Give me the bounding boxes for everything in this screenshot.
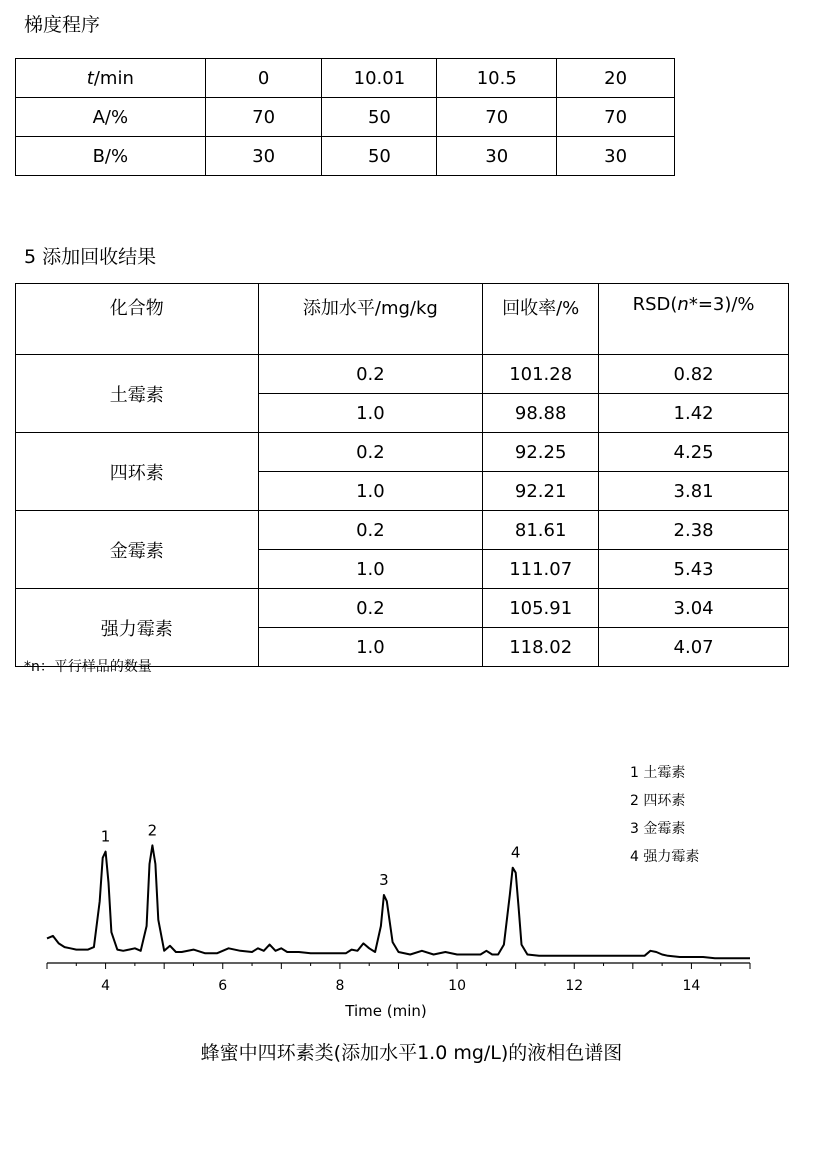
x-axis	[47, 963, 750, 969]
x-tick-label: 4	[101, 978, 111, 994]
legend-item: 4 强力霉素	[630, 849, 700, 865]
peak-label: 2	[147, 821, 158, 840]
table-cell: 1.0	[258, 394, 483, 433]
table-cell: 111.07	[483, 550, 599, 589]
table-cell: 3.81	[599, 472, 789, 511]
table-cell: 1.42	[599, 394, 789, 433]
recovery-table	[15, 283, 789, 667]
table-cell: 81.61	[483, 511, 599, 550]
header-rsd: RSD(n*=3)/%	[599, 284, 789, 355]
table-cell: 1.0	[258, 550, 483, 589]
x-tick-label: 6	[218, 978, 228, 994]
x-tick-label: 14	[682, 978, 701, 994]
table-cell: 2.38	[599, 511, 789, 550]
table-cell: 70	[437, 98, 557, 137]
row-label: B/%	[16, 137, 206, 176]
header-recovery: 回收率/%	[483, 284, 599, 355]
peak-label: 3	[379, 871, 389, 889]
peak-labels	[101, 821, 521, 889]
legend-item: 3 金霉素	[630, 821, 686, 837]
table-cell: 0.2	[258, 433, 483, 472]
table-cell: 4.25	[599, 433, 789, 472]
table-row	[16, 355, 789, 394]
legend-item: 2 四环素	[630, 793, 686, 809]
row-label: t/min	[16, 59, 206, 98]
gradient-title: 梯度程序	[24, 14, 101, 36]
table-cell: 70	[205, 98, 322, 137]
peak-label: 1	[100, 827, 111, 846]
table-row	[16, 511, 789, 550]
table-cell: 50	[322, 137, 437, 176]
table-cell: 3.04	[599, 589, 789, 628]
peak-label: 4	[510, 843, 521, 862]
compound-name: 土霉素	[16, 355, 259, 433]
table-cell: 0.2	[258, 355, 483, 394]
table-row	[16, 137, 675, 176]
table-cell: 10.01	[322, 59, 437, 98]
table-cell: 101.28	[483, 355, 599, 394]
table-header-row	[16, 284, 789, 355]
table-cell: 4.07	[599, 628, 789, 667]
x-axis-label: Time (min)	[345, 1002, 427, 1020]
compound-name: 四环素	[16, 433, 259, 511]
table-row	[16, 98, 675, 137]
row-label: A/%	[16, 98, 206, 137]
table-cell: 105.91	[483, 589, 599, 628]
table-cell: 10.5	[437, 59, 557, 98]
x-tick-label: 8	[335, 978, 345, 994]
table-row	[16, 59, 675, 98]
compound-name: 金霉素	[16, 511, 259, 589]
table-cell: 1.0	[258, 628, 483, 667]
table-cell: 0.82	[599, 355, 789, 394]
table-cell: 5.43	[599, 550, 789, 589]
table-row	[16, 433, 789, 472]
table-cell: 0	[205, 59, 322, 98]
legend-item: 1 土霉素	[630, 765, 686, 781]
table-cell: 118.02	[483, 628, 599, 667]
table-cell: 92.25	[483, 433, 599, 472]
table-cell: 92.21	[483, 472, 599, 511]
compound-name: 强力霉素	[16, 589, 259, 667]
chromatogram-caption: 蜂蜜中四环素类(添加水平1.0 mg/L)的液相色谱图	[200, 1042, 623, 1064]
table-cell: 50	[322, 98, 437, 137]
header-level: 添加水平/mg/kg	[258, 284, 483, 355]
table-row	[16, 589, 789, 628]
table-cell: 70	[557, 98, 675, 137]
x-tick-label: 10	[448, 978, 466, 994]
table-cell: 30	[437, 137, 557, 176]
table-cell: 0.2	[258, 589, 483, 628]
table-cell: 98.88	[483, 394, 599, 433]
footnote: *n：平行样品的数量	[24, 659, 152, 675]
recovery-title: 5 添加回收结果	[24, 246, 157, 268]
x-tick-labels	[101, 978, 700, 994]
table-cell: 30	[205, 137, 322, 176]
table-cell: 1.0	[258, 472, 483, 511]
table-cell: 0.2	[258, 511, 483, 550]
header-compound: 化合物	[16, 284, 259, 355]
table-cell: 30	[557, 137, 675, 176]
x-tick-label: 12	[565, 978, 584, 994]
table-cell: 20	[557, 59, 675, 98]
gradient-table	[15, 58, 675, 176]
